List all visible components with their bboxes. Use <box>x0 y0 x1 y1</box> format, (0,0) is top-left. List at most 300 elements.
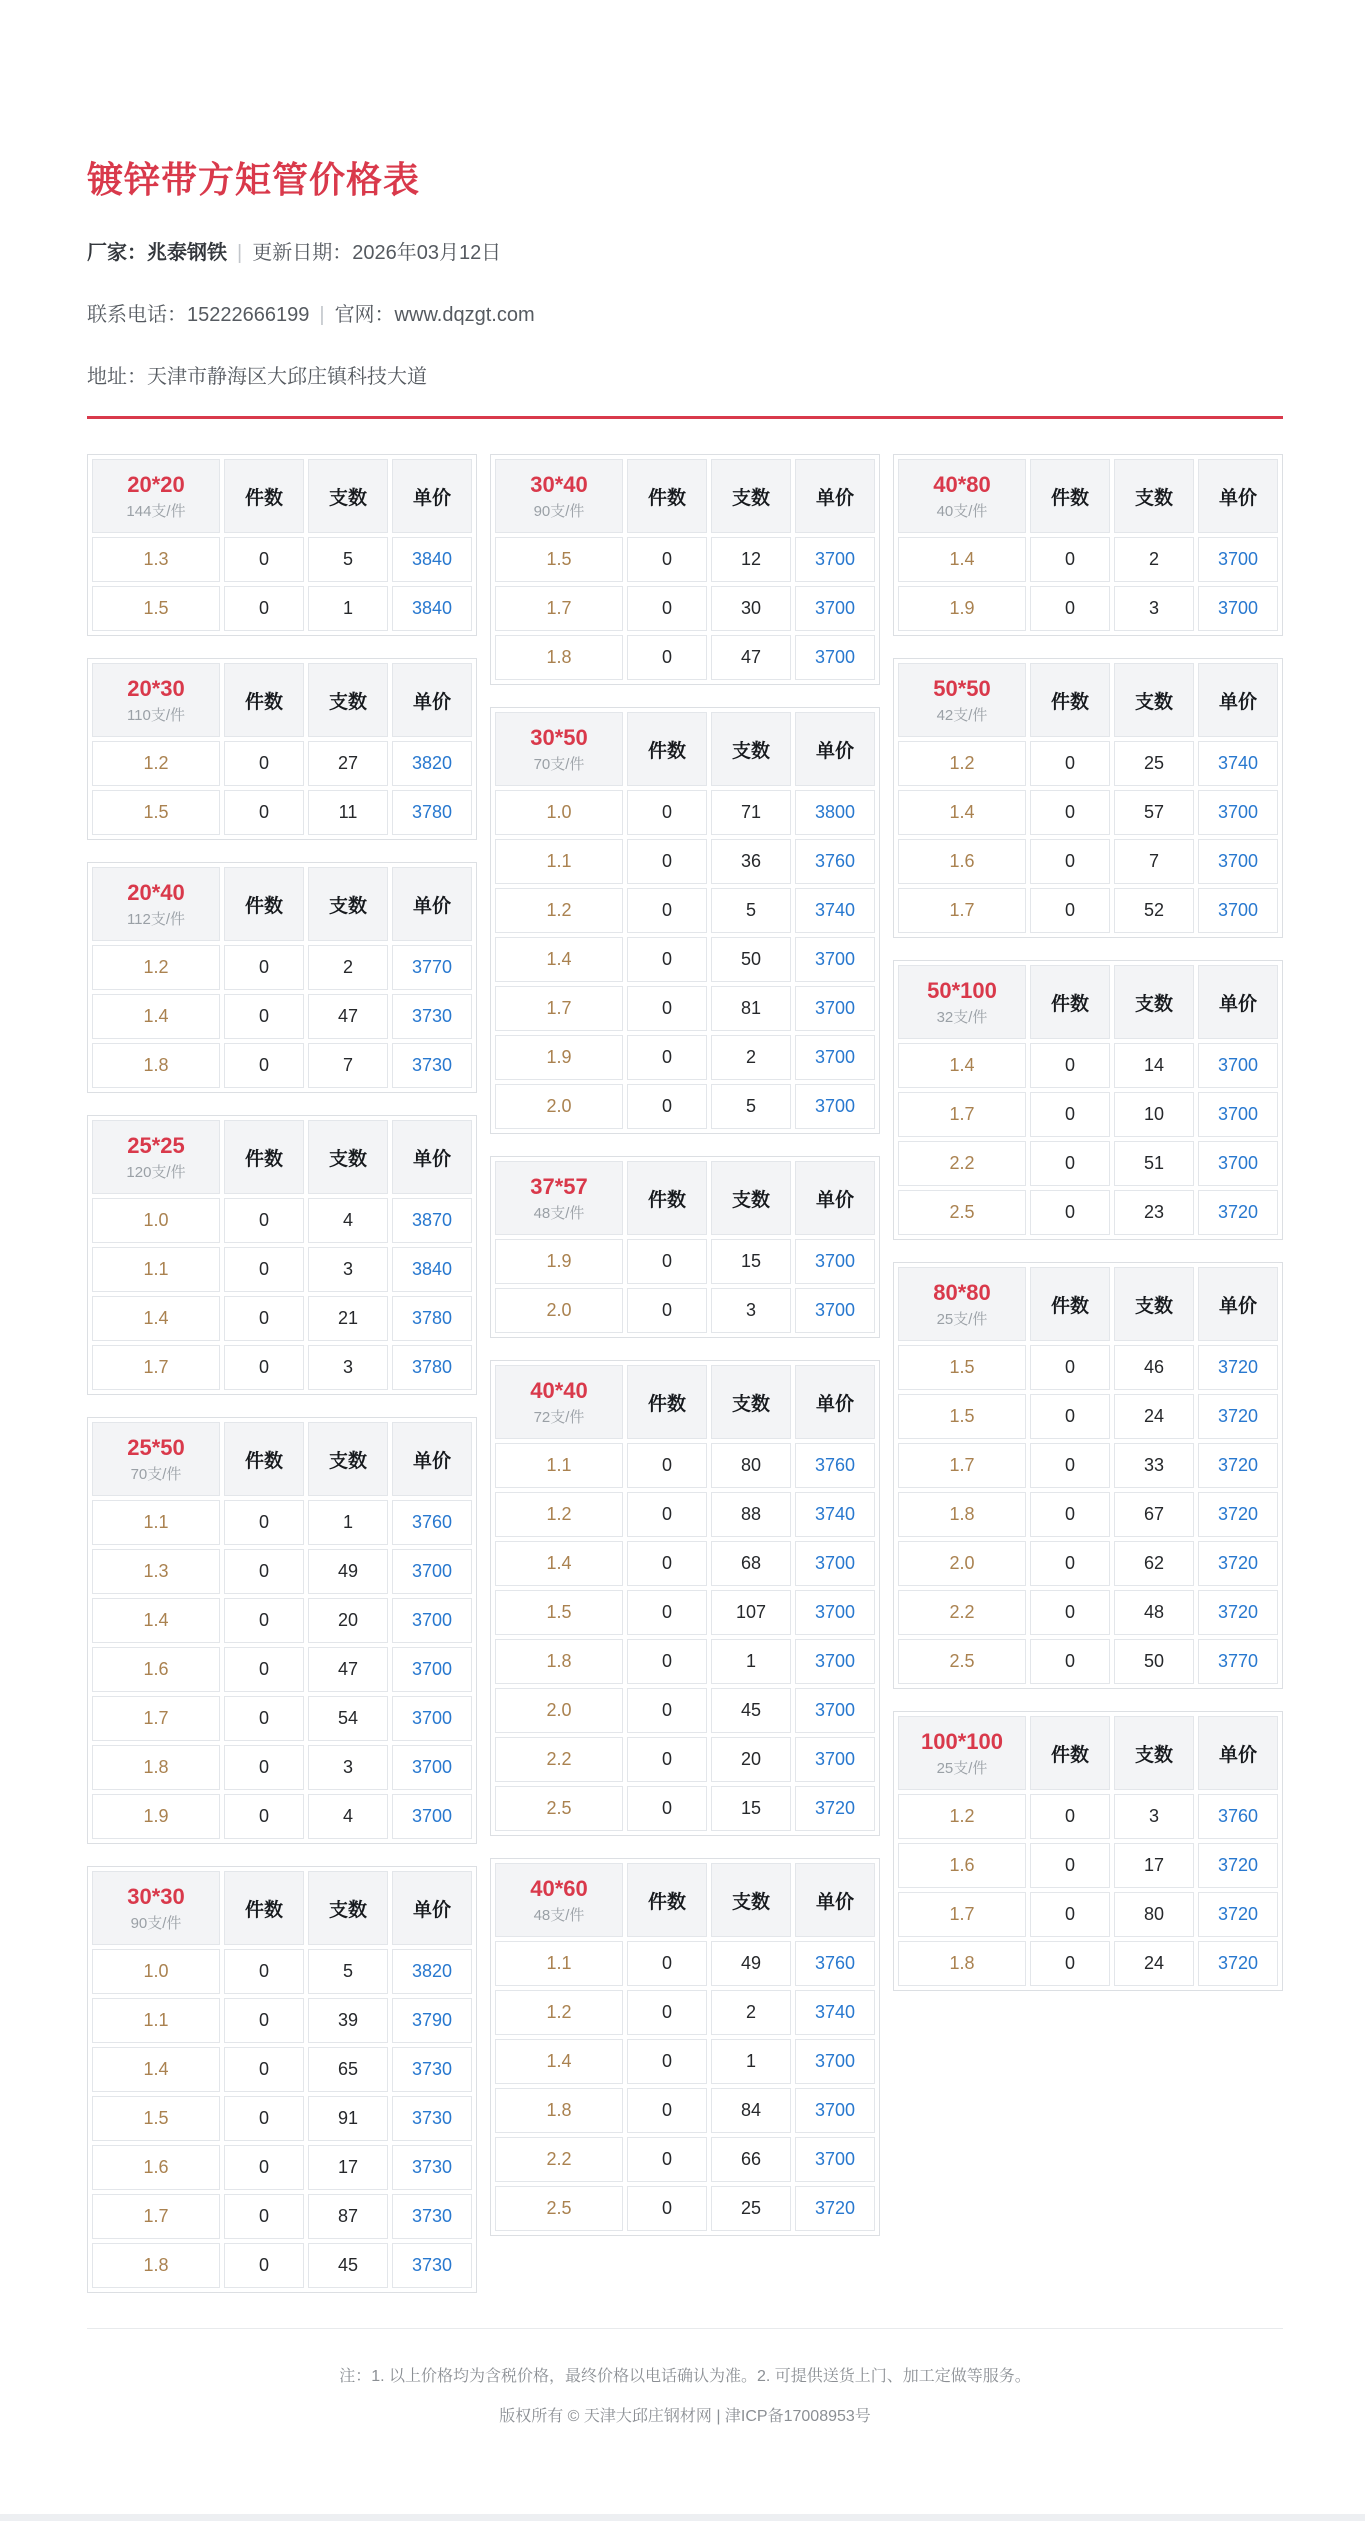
price-cell: 3730 <box>392 2047 472 2092</box>
count-cell: 54 <box>308 1696 388 1741</box>
pieces-cell: 0 <box>224 1549 304 1594</box>
pieces-cell: 0 <box>627 537 707 582</box>
table-row <box>898 1190 1278 1235</box>
price-cell: 3700 <box>1198 1092 1278 1137</box>
count-cell: 27 <box>308 741 388 786</box>
table-header-row <box>898 1716 1278 1790</box>
price-table-50x50 <box>893 658 1283 938</box>
table-row <box>92 741 472 786</box>
table-row <box>495 888 875 933</box>
size-header-cell <box>898 663 1026 737</box>
count-cell: 66 <box>711 2137 791 2182</box>
price-cell: 3730 <box>392 2194 472 2239</box>
thickness-cell: 1.7 <box>495 586 623 631</box>
thickness-cell: 1.8 <box>495 2088 623 2133</box>
pieces-header: 件数 <box>627 1161 707 1235</box>
count-cell: 36 <box>711 839 791 884</box>
price-cell: 3700 <box>392 1598 472 1643</box>
pieces-cell: 0 <box>627 1084 707 1129</box>
thickness-cell: 1.0 <box>92 1949 220 1994</box>
count-header: 支数 <box>711 712 791 786</box>
table-row <box>495 937 875 982</box>
price-table-25x25 <box>87 1115 477 1395</box>
count-cell: 80 <box>1114 1892 1194 1937</box>
price-header: 单价 <box>392 1871 472 1945</box>
thickness-cell: 1.7 <box>898 1092 1026 1137</box>
pieces-cell: 0 <box>1030 1443 1110 1488</box>
count-cell: 84 <box>711 2088 791 2133</box>
table-column-2 <box>490 454 880 2236</box>
count-header: 支数 <box>1114 1716 1194 1790</box>
price-cell: 3840 <box>392 537 472 582</box>
thickness-cell: 1.4 <box>92 1598 220 1643</box>
thickness-cell: 1.1 <box>495 1443 623 1488</box>
pieces-cell: 0 <box>1030 586 1110 631</box>
count-cell: 14 <box>1114 1043 1194 1088</box>
pieces-cell: 0 <box>627 1288 707 1333</box>
price-cell: 3740 <box>795 888 875 933</box>
pieces-header: 件数 <box>224 867 304 941</box>
pieces-cell: 0 <box>627 635 707 680</box>
count-cell: 91 <box>308 2096 388 2141</box>
thickness-cell: 2.5 <box>898 1639 1026 1684</box>
price-cell: 3700 <box>795 2088 875 2133</box>
price-tables-grid <box>87 454 1283 2293</box>
pieces-cell: 0 <box>224 945 304 990</box>
table-row <box>92 1794 472 1839</box>
count-cell: 2 <box>711 1990 791 2035</box>
table-row <box>898 1843 1278 1888</box>
pieces-cell: 0 <box>627 1941 707 1986</box>
table-row <box>495 1035 875 1080</box>
thickness-cell: 1.4 <box>495 1541 623 1586</box>
table-row <box>898 1639 1278 1684</box>
price-table-50x100 <box>893 960 1283 1240</box>
page-content <box>87 0 1283 2426</box>
thickness-cell: 1.6 <box>898 839 1026 884</box>
size-label: 100*100 <box>921 1729 1003 1755</box>
table-row <box>898 1794 1278 1839</box>
count-cell: 47 <box>308 994 388 1039</box>
pieces-cell: 0 <box>627 1035 707 1080</box>
footer-divider <box>87 2328 1283 2329</box>
price-cell: 3700 <box>795 586 875 631</box>
price-table-80x80 <box>893 1262 1283 1689</box>
table-row <box>495 537 875 582</box>
pieces-cell: 0 <box>627 1239 707 1284</box>
price-cell: 3740 <box>795 1990 875 2035</box>
price-cell: 3720 <box>1198 1892 1278 1937</box>
thickness-cell: 2.2 <box>495 2137 623 2182</box>
count-cell: 2 <box>308 945 388 990</box>
price-header: 单价 <box>392 867 472 941</box>
size-header-cell <box>495 1161 623 1235</box>
footer-note: 注：1. 以上价格均为含税价格，最终价格以电话确认为准。2. 可提供送货上门、加工定做等服务。 <box>339 2368 1031 2385</box>
pieces-cell: 0 <box>224 537 304 582</box>
pieces-cell: 0 <box>1030 1941 1110 1986</box>
pieces-cell: 0 <box>1030 1190 1110 1235</box>
count-header: 支数 <box>1114 663 1194 737</box>
table-row <box>495 1941 875 1986</box>
table-row <box>898 741 1278 786</box>
price-header: 单价 <box>392 1422 472 1496</box>
table-row <box>898 1492 1278 1537</box>
unit-label: 144支/件 <box>126 502 186 520</box>
unit-label: 48支/件 <box>533 1906 585 1924</box>
price-cell: 3760 <box>795 839 875 884</box>
count-cell: 23 <box>1114 1190 1194 1235</box>
price-cell: 3780 <box>392 790 472 835</box>
pieces-cell: 0 <box>627 1443 707 1488</box>
pieces-header: 件数 <box>1030 663 1110 737</box>
thickness-cell: 1.8 <box>898 1492 1026 1537</box>
count-cell: 3 <box>1114 1794 1194 1839</box>
thickness-cell: 1.2 <box>495 1492 623 1537</box>
pieces-cell: 0 <box>627 1541 707 1586</box>
count-cell: 11 <box>308 790 388 835</box>
thickness-cell: 1.4 <box>898 790 1026 835</box>
thickness-cell: 1.1 <box>495 1941 623 1986</box>
price-cell: 3730 <box>392 2096 472 2141</box>
size-label: 30*30 <box>127 1884 185 1910</box>
count-cell: 47 <box>308 1647 388 1692</box>
count-cell: 17 <box>1114 1843 1194 1888</box>
count-cell: 39 <box>308 1998 388 2043</box>
unit-label: 110支/件 <box>126 706 186 724</box>
thickness-cell: 1.5 <box>898 1394 1026 1439</box>
unit-label: 70支/件 <box>533 755 585 773</box>
size-header-cell <box>898 965 1026 1039</box>
phone-text: 联系电话：15222666199 <box>87 304 310 326</box>
pieces-cell: 0 <box>224 1296 304 1341</box>
count-cell: 67 <box>1114 1492 1194 1537</box>
header-divider <box>87 416 1283 419</box>
table-row <box>92 1998 472 2043</box>
count-cell: 24 <box>1114 1394 1194 1439</box>
pieces-cell: 0 <box>627 937 707 982</box>
thickness-cell: 1.7 <box>92 2194 220 2239</box>
price-cell: 3700 <box>795 537 875 582</box>
unit-label: 112支/件 <box>126 910 186 928</box>
table-row <box>92 1043 472 1088</box>
footer-copyright: 版权所有 © 天津大邱庄钢材网 | 津ICP备17008953号 <box>499 2408 871 2425</box>
contact-line <box>87 298 1283 327</box>
thickness-cell: 1.3 <box>92 537 220 582</box>
count-cell: 1 <box>711 2039 791 2084</box>
count-cell: 25 <box>711 2186 791 2231</box>
pieces-cell: 0 <box>224 1598 304 1643</box>
size-header-cell <box>495 712 623 786</box>
table-row <box>92 1549 472 1594</box>
pieces-cell: 0 <box>627 1990 707 2035</box>
count-cell: 49 <box>711 1941 791 1986</box>
count-header: 支数 <box>1114 965 1194 1039</box>
price-cell: 3730 <box>392 2243 472 2288</box>
table-row <box>495 1541 875 1586</box>
price-table-20x20 <box>87 454 477 636</box>
count-header: 支数 <box>711 459 791 533</box>
pieces-cell: 0 <box>224 994 304 1039</box>
thickness-cell: 1.8 <box>92 2243 220 2288</box>
price-cell: 3760 <box>795 1443 875 1488</box>
thickness-cell: 1.7 <box>898 1443 1026 1488</box>
price-table-30x40 <box>490 454 880 685</box>
thickness-cell: 1.0 <box>495 790 623 835</box>
unit-label: 40支/件 <box>936 502 988 520</box>
thickness-cell: 2.0 <box>495 1688 623 1733</box>
unit-label: 90支/件 <box>130 1914 182 1932</box>
thickness-cell: 1.5 <box>898 1345 1026 1390</box>
pieces-cell: 0 <box>627 2137 707 2182</box>
price-header: 单价 <box>795 1365 875 1439</box>
size-header-cell <box>92 1422 220 1496</box>
size-label: 37*57 <box>530 1174 588 1200</box>
price-cell: 3700 <box>392 1794 472 1839</box>
pieces-cell: 0 <box>627 1737 707 1782</box>
price-cell: 3700 <box>392 1647 472 1692</box>
thickness-cell: 1.2 <box>898 741 1026 786</box>
price-cell: 3720 <box>795 1786 875 1831</box>
table-row <box>92 2047 472 2092</box>
size-header-cell <box>495 1863 623 1937</box>
price-cell: 3720 <box>1198 1345 1278 1390</box>
count-cell: 5 <box>711 1084 791 1129</box>
count-cell: 71 <box>711 790 791 835</box>
pieces-cell: 0 <box>224 741 304 786</box>
count-cell: 1 <box>308 586 388 631</box>
count-cell: 30 <box>711 586 791 631</box>
pieces-cell: 0 <box>627 586 707 631</box>
price-cell: 3840 <box>392 586 472 631</box>
count-cell: 24 <box>1114 1941 1194 1986</box>
table-row <box>898 1345 1278 1390</box>
price-cell: 3740 <box>795 1492 875 1537</box>
pieces-cell: 0 <box>224 1794 304 1839</box>
price-cell: 3730 <box>392 994 472 1039</box>
size-label: 30*40 <box>530 472 588 498</box>
size-label: 25*25 <box>127 1133 185 1159</box>
thickness-cell: 1.3 <box>92 1549 220 1594</box>
size-header-cell <box>92 1871 220 1945</box>
unit-label: 120支/件 <box>126 1163 186 1181</box>
pieces-cell: 0 <box>627 839 707 884</box>
size-header-cell <box>898 1267 1026 1341</box>
thickness-cell: 1.1 <box>92 1500 220 1545</box>
thickness-cell: 1.5 <box>92 2096 220 2141</box>
count-cell: 7 <box>308 1043 388 1088</box>
pieces-header: 件数 <box>224 1871 304 1945</box>
thickness-cell: 1.8 <box>495 1639 623 1684</box>
pieces-cell: 0 <box>224 2194 304 2239</box>
pieces-cell: 0 <box>224 1949 304 1994</box>
pieces-cell: 0 <box>224 2047 304 2092</box>
price-cell: 3790 <box>392 1998 472 2043</box>
size-header-cell <box>92 867 220 941</box>
table-header-row <box>92 459 472 533</box>
table-header-row <box>92 663 472 737</box>
table-row <box>92 1500 472 1545</box>
count-cell: 68 <box>711 1541 791 1586</box>
pieces-cell: 0 <box>1030 1394 1110 1439</box>
thickness-cell: 1.8 <box>898 1941 1026 1986</box>
table-row <box>92 586 472 631</box>
pieces-header: 件数 <box>627 1863 707 1937</box>
price-cell: 3700 <box>1198 888 1278 933</box>
table-row <box>898 839 1278 884</box>
price-table-40x60 <box>490 1858 880 2236</box>
count-cell: 50 <box>1114 1639 1194 1684</box>
table-header-row <box>92 1871 472 1945</box>
pieces-cell: 0 <box>224 1198 304 1243</box>
price-cell: 3870 <box>392 1198 472 1243</box>
thickness-cell: 1.4 <box>898 537 1026 582</box>
count-cell: 5 <box>711 888 791 933</box>
pieces-header: 件数 <box>627 712 707 786</box>
pieces-cell: 0 <box>224 790 304 835</box>
thickness-cell: 2.5 <box>495 1786 623 1831</box>
thickness-cell: 2.0 <box>898 1541 1026 1586</box>
size-label: 80*80 <box>933 1280 991 1306</box>
price-cell: 3700 <box>795 1688 875 1733</box>
table-row <box>92 1198 472 1243</box>
table-row <box>495 839 875 884</box>
count-header: 支数 <box>1114 459 1194 533</box>
pieces-cell: 0 <box>224 1247 304 1292</box>
price-table-20x40 <box>87 862 477 1093</box>
size-label: 40*80 <box>933 472 991 498</box>
count-cell: 45 <box>308 2243 388 2288</box>
table-row <box>92 1696 472 1741</box>
table-row <box>495 1786 875 1831</box>
table-header-row <box>495 1863 875 1937</box>
size-label: 40*40 <box>530 1378 588 1404</box>
table-header-row <box>92 867 472 941</box>
unit-label: 48支/件 <box>533 1204 585 1222</box>
pieces-cell: 0 <box>627 1786 707 1831</box>
unit-label: 72支/件 <box>533 1408 585 1426</box>
size-header-cell <box>495 1365 623 1439</box>
table-row <box>495 635 875 680</box>
count-cell: 2 <box>711 1035 791 1080</box>
pieces-cell: 0 <box>224 1745 304 1790</box>
count-cell: 1 <box>711 1639 791 1684</box>
thickness-cell: 1.7 <box>92 1345 220 1390</box>
thickness-cell: 1.1 <box>92 1998 220 2043</box>
unit-label: 70支/件 <box>130 1465 182 1483</box>
size-label: 25*50 <box>127 1435 185 1461</box>
price-cell: 3800 <box>795 790 875 835</box>
thickness-cell: 2.0 <box>495 1084 623 1129</box>
count-cell: 4 <box>308 1794 388 1839</box>
table-row <box>495 1239 875 1284</box>
table-row <box>92 1949 472 1994</box>
price-cell: 3840 <box>392 1247 472 1292</box>
pieces-cell: 0 <box>627 2186 707 2231</box>
price-cell: 3720 <box>1198 1443 1278 1488</box>
price-table-20x30 <box>87 658 477 840</box>
pieces-cell: 0 <box>1030 1892 1110 1937</box>
size-header-cell <box>92 459 220 533</box>
pieces-header: 件数 <box>1030 1716 1110 1790</box>
table-row <box>495 1084 875 1129</box>
price-cell: 3700 <box>795 1239 875 1284</box>
pieces-cell: 0 <box>627 888 707 933</box>
table-row <box>495 1737 875 1782</box>
page-title: 镀锌带方矩管价格表 <box>87 159 421 200</box>
pieces-cell: 0 <box>224 586 304 631</box>
vendor-name: 兆泰钢铁 <box>147 242 227 264</box>
price-table-40x40 <box>490 1360 880 1836</box>
count-cell: 87 <box>308 2194 388 2239</box>
count-cell: 49 <box>308 1549 388 1594</box>
pieces-cell: 0 <box>627 1590 707 1635</box>
price-header: 单价 <box>1198 965 1278 1039</box>
table-row <box>495 586 875 631</box>
count-cell: 5 <box>308 1949 388 1994</box>
unit-label: 32支/件 <box>936 1008 988 1026</box>
pieces-cell: 0 <box>1030 1141 1110 1186</box>
pieces-cell: 0 <box>224 1043 304 1088</box>
price-cell: 3700 <box>392 1745 472 1790</box>
table-row <box>898 586 1278 631</box>
thickness-cell: 1.6 <box>92 1647 220 1692</box>
thickness-cell: 1.2 <box>495 1990 623 2035</box>
thickness-cell: 1.2 <box>495 888 623 933</box>
price-cell: 3740 <box>1198 741 1278 786</box>
price-table-30x50 <box>490 707 880 1134</box>
table-row <box>898 1443 1278 1488</box>
count-cell: 4 <box>308 1198 388 1243</box>
count-header: 支数 <box>711 1161 791 1235</box>
table-row <box>495 2186 875 2231</box>
count-header: 支数 <box>308 459 388 533</box>
count-cell: 3 <box>308 1745 388 1790</box>
price-cell: 3700 <box>795 937 875 982</box>
thickness-cell: 1.6 <box>92 2145 220 2190</box>
price-header: 单价 <box>1198 1267 1278 1341</box>
unit-label: 42支/件 <box>936 706 988 724</box>
size-label: 20*30 <box>127 676 185 702</box>
thickness-cell: 1.4 <box>92 2047 220 2092</box>
price-header: 单价 <box>392 1120 472 1194</box>
price-cell: 3700 <box>1198 839 1278 884</box>
price-header: 单价 <box>392 663 472 737</box>
table-row <box>898 1541 1278 1586</box>
count-cell: 65 <box>308 2047 388 2092</box>
pieces-cell: 0 <box>627 790 707 835</box>
size-label: 50*100 <box>927 978 997 1004</box>
thickness-cell: 2.2 <box>898 1590 1026 1635</box>
thickness-cell: 1.9 <box>495 1239 623 1284</box>
thickness-cell: 1.6 <box>898 1843 1026 1888</box>
table-header-row <box>92 1120 472 1194</box>
price-table-100x100 <box>893 1711 1283 1991</box>
count-cell: 15 <box>711 1786 791 1831</box>
table-row <box>92 2096 472 2141</box>
count-cell: 33 <box>1114 1443 1194 1488</box>
separator: | <box>237 242 243 264</box>
table-row <box>92 1296 472 1341</box>
pieces-header: 件数 <box>1030 1267 1110 1341</box>
count-cell: 10 <box>1114 1092 1194 1137</box>
pieces-cell: 0 <box>224 2243 304 2288</box>
price-cell: 3700 <box>795 2137 875 2182</box>
price-cell: 3700 <box>795 1288 875 1333</box>
price-cell: 3700 <box>795 986 875 1031</box>
count-cell: 107 <box>711 1590 791 1635</box>
thickness-cell: 1.7 <box>898 1892 1026 1937</box>
count-header: 支数 <box>308 1871 388 1945</box>
